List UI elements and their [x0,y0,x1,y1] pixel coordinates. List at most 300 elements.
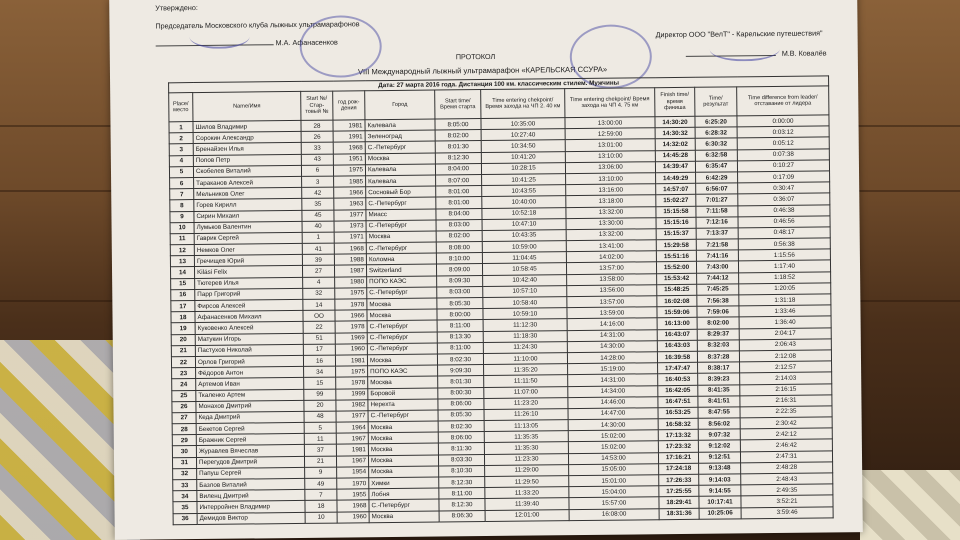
cell-result: 6:30:32 [695,138,737,150]
cell-diff: 2:30:42 [740,417,832,429]
cell-place: 20 [171,334,195,345]
cell-start: 8:12:30 [435,152,481,164]
cell-diff: 3:59:46 [741,506,833,518]
director-title: Директор ООО "ВелТ" - Карельские путешествия" [655,28,823,40]
cell-result: 6:35:47 [695,161,737,173]
cell-no: 43 [301,154,333,166]
cell-place: 21 [171,345,195,356]
cell-city: С.-Петербург [367,343,437,355]
cell-year: 1985 [334,176,366,188]
results-table [168,75,834,525]
cell-diff: 0:07:38 [737,148,829,160]
protocol-label: ПРОТОКОЛ [455,51,496,62]
cell-year: 1951 [333,153,365,165]
cell-place: 22 [171,356,195,367]
cell-result: 6:28:32 [695,127,737,139]
cell-finish: 14:30:32 [655,127,695,139]
cell-year: 1978 [335,299,367,311]
cell-name: Бекетов Сергей [196,422,304,434]
cell-cp1: 11:39:40 [485,498,569,510]
cell-no: 99 [304,389,336,401]
cell-name: Тютерев Илья [195,277,303,289]
cell-result: 10:17:41 [699,496,741,508]
cell-cp1: 11:29:00 [485,464,569,476]
cell-start: 8:05:30 [437,298,483,310]
cell-start: 8:05:00 [435,119,481,131]
cell-city: Москва [368,443,438,455]
col-header-name: Name/Имя [193,91,301,121]
cell-finish: 14:30:20 [655,116,695,128]
cell-year: 1968 [337,500,369,512]
cell-start: 8:04:00 [435,163,481,175]
cell-no: 6 [301,165,333,177]
cell-name: Бренайзен Илья [193,143,301,155]
cell-cp1: 10:47:10 [482,218,566,230]
cell-result: 7:43:00 [696,261,738,273]
cell-diff: 2:06:43 [739,339,831,351]
cell-city: С.-Петербург [367,287,437,299]
cell-place: 5 [169,166,193,177]
cell-place: 7 [170,189,194,200]
cell-diff: 2:42:12 [740,428,832,440]
cell-diff: 1:17:40 [738,260,830,272]
cell-cp1: 12:01:00 [485,509,569,521]
cell-place: 16 [171,289,195,300]
cell-city: Москва [368,376,438,388]
cell-result: 7:59:06 [697,306,739,318]
cell-name: Виленц Дмитрий [197,490,305,502]
cell-start: 8:01:00 [436,186,482,198]
cell-start: 8:02:30 [438,421,484,433]
cell-year: 1966 [335,310,367,322]
date-line: Дата: 27 марта 2016 года. Дистанция 100 км. классическим стилем. Мужчины [169,76,829,93]
cell-finish: 15:53:42 [657,273,697,285]
cell-place: 35 [173,502,197,513]
cell-place: 12 [170,245,194,256]
cell-place: 15 [171,278,195,289]
cell-city: Москва [367,298,437,310]
cell-result: 7:13:37 [696,228,738,240]
cell-result: 8:29:37 [697,328,739,340]
col-header-start-time: Start time/ Время старта [435,90,481,119]
cell-start: 8:09:00 [436,264,482,276]
cell-city: Зеленоград [365,130,435,142]
cell-diff: 0:10:27 [737,160,829,172]
cell-no: 15 [304,377,336,389]
cell-cp1: 11:23:20 [484,397,568,409]
cell-start: 8:05:30 [438,409,484,421]
col-header-birth-year: год рож-дения [333,91,365,120]
cell-place: 23 [172,368,196,379]
cell-year: 1960 [337,511,369,523]
cell-year: 1967 [336,433,368,445]
cell-cp1: 10:34:50 [481,140,565,152]
cell-year: 1966 [334,187,366,199]
cell-start: 8:00:30 [438,387,484,399]
director-name: М.В. Ковалёв [781,48,827,58]
cell-cp2: 14:31:00 [568,374,658,386]
cell-start: 8:10:30 [439,465,485,477]
chairman-title: Председатель Московского клуба лыжных ультрамарафонов [155,19,360,31]
cell-name: Перегудов Дмитрий [196,456,304,468]
cell-start: 8:01:30 [435,141,481,153]
cell-finish: 16:43:07 [657,329,697,341]
cell-cp1: 11:13:05 [484,420,568,432]
cell-result: 7:45:25 [697,284,739,296]
cell-finish: 17:47:47 [658,362,698,374]
col-header-result: Time/ результат [695,87,737,116]
cell-city: С.-Петербург [366,197,436,209]
cell-cp2: 13:41:00 [566,240,656,252]
cell-city: С.-Петербург [365,141,435,153]
cell-city: Москва [366,231,436,243]
cell-start: 8:11:00 [439,488,485,500]
cell-start: 8:01:00 [436,197,482,209]
cell-start: 8:11:30 [438,443,484,455]
cell-diff: 0:00:00 [737,115,829,127]
cell-diff: 2:04:17 [739,327,831,339]
cell-diff: 2:48:28 [741,462,833,474]
cell-no: 20 [304,400,336,412]
cell-year: 1973 [334,220,366,232]
cell-no: 22 [303,321,335,333]
cell-result: 7:56:38 [697,295,739,307]
cell-finish: 14:57:07 [656,183,696,195]
cell-cp2: 14:31:00 [567,329,657,341]
cell-place: 36 [173,513,197,524]
cell-city: Москва [368,455,438,467]
cell-start: 8:10:00 [436,253,482,265]
cell-year: 1954 [337,467,369,479]
cell-diff: 2:12:57 [740,361,832,373]
cell-cp2: 15:02:00 [568,441,658,453]
cell-start: 8:03:30 [438,454,484,466]
cell-finish: 14:39:47 [655,161,695,173]
cell-cp2: 13:30:00 [566,217,656,229]
cell-diff: 0:30:47 [738,182,830,194]
cell-start: 8:12:30 [439,477,485,489]
cell-place: 11 [170,233,194,244]
cell-city: Химки [369,477,439,489]
cell-result: 7:21:58 [696,239,738,251]
cell-city: ПОПО КАЭС [367,276,437,288]
cell-result: 7:11:58 [696,205,738,217]
cell-cp1: 11:07:00 [484,386,568,398]
cell-cp2: 15:05:00 [569,464,659,476]
cell-place: 2 [169,133,193,144]
cell-result: 8:47:55 [698,407,740,419]
cell-city: Сосновый Бор [366,186,436,198]
cell-cp1: 10:41:20 [481,151,565,163]
cell-start: 8:06:00 [438,398,484,410]
cell-finish: 17:25:55 [659,485,699,497]
protocol-document [109,0,863,540]
cell-cp1: 11:29:50 [485,476,569,488]
cell-start: 8:00:00 [437,309,483,321]
cell-cp2: 13:00:00 [565,117,655,129]
cell-result: 9:12:51 [698,451,740,463]
cell-diff: 0:17:09 [738,171,830,183]
cell-diff: 0:46:38 [738,204,830,216]
cell-start: 8:13:30 [437,331,483,343]
cell-cp2: 13:16:00 [566,184,656,196]
cell-finish: 15:15:37 [656,228,696,240]
cell-no: 42 [302,187,334,199]
cell-year: 1991 [333,131,365,143]
cell-place: 6 [170,177,194,188]
cell-cp2: 14:46:00 [568,396,658,408]
cell-name: Шилов Владимир [193,120,301,132]
cell-diff: 0:36:07 [738,193,830,205]
cell-year: 1981 [335,355,367,367]
cell-result: 9:14:03 [699,474,741,486]
cell-result: 9:14:55 [699,485,741,497]
cell-no: 5 [304,422,336,434]
cell-diff: 1:15:56 [738,249,830,261]
cell-name: Журавлев Вячеслав [196,445,304,457]
cell-name: Фирсов Алексей [195,299,303,311]
cell-place: 9 [170,211,194,222]
cell-city: ПОПО КАЭС [368,365,438,377]
cell-name: Орлов Григорий [195,355,303,367]
cell-city: Switzerland [366,264,436,276]
cell-start: 8:03:00 [437,286,483,298]
cell-cp2: 13:10:00 [566,173,656,185]
cell-result: 7:44:12 [697,272,739,284]
cell-place: 3 [169,144,193,155]
cell-name: Бражник Сергей [196,434,304,446]
cell-diff: 1:33:46 [739,305,831,317]
cell-city: С.-Петербург [369,499,439,511]
cell-cp2: 14:28:00 [567,352,657,364]
cell-year: 1978 [335,321,367,333]
cell-name: Попов Петр [193,154,301,166]
cell-no: 14 [303,299,335,311]
cell-city: Лобня [369,488,439,500]
cell-name: Куковенко Алексей [195,322,303,334]
cell-year: 1968 [334,243,366,255]
cell-no: 32 [303,288,335,300]
cell-finish: 16:53:25 [658,407,698,419]
cell-result: 8:38:17 [698,362,740,374]
cell-diff: 0:48:17 [738,227,830,239]
cell-start: 8:11:00 [437,342,483,354]
cell-finish: 16:40:53 [658,374,698,386]
cell-no: 37 [304,445,336,457]
cell-name: Базлов Виталий [197,478,305,490]
cell-result: 8:56:02 [698,418,740,430]
cell-finish: 16:43:03 [657,340,697,352]
cell-cp1: 10:59:00 [482,241,566,253]
cell-result: 7:41:16 [696,250,738,262]
cell-finish: 16:02:08 [657,295,697,307]
cell-diff: 0:05:12 [737,137,829,149]
cell-cp2: 16:08:00 [569,508,659,520]
cell-year: 1981 [336,444,368,456]
cell-result: 7:12:16 [696,217,738,229]
cell-diff: 2:46:42 [740,439,832,451]
cell-diff: 2:16:15 [740,383,832,395]
cell-name: Демидов Виктор [197,512,305,524]
cell-name: Тараканов Алексей [194,176,302,188]
cell-cp2: 12:59:00 [565,128,655,140]
cell-start: 8:04:00 [436,208,482,220]
cell-no: 26 [301,131,333,143]
cell-place: 14 [170,267,194,278]
cell-year: 1977 [334,209,366,221]
cell-cp2: 15:02:00 [568,430,658,442]
cell-cp2: 13:01:00 [565,139,655,151]
cell-cp2: 15:04:00 [569,486,659,498]
cell-start: 8:06:30 [439,510,485,522]
cell-city: Калевала [366,175,436,187]
cell-place: 31 [172,457,196,468]
col-header-diff: Time difference from leader/ отставание от лидера [737,86,829,116]
cell-finish: 16:39:58 [657,351,697,363]
col-header-cp2: Time entering chekpoint/ Время захода на ЧП 4. 75 км [565,88,655,118]
cell-name: Фёдоров Антон [196,367,304,379]
cell-diff: 2:16:31 [740,395,832,407]
cell-cp2: 13:57:00 [567,296,657,308]
cell-name: Горев Кирилл [194,199,302,211]
cell-result: 8:37:28 [697,351,739,363]
cell-start: 8:09:30 [437,275,483,287]
cell-year: 1975 [336,366,368,378]
cell-start: 8:12:30 [439,499,485,511]
cell-city: Нерехта [368,399,438,411]
cell-year: 1960 [335,343,367,355]
cell-start: 8:08:00 [436,242,482,254]
cell-start: 8:02:00 [435,130,481,142]
cell-cp1: 10:35:00 [481,118,565,130]
cell-diff: 2:47:31 [740,451,832,463]
cell-place: 30 [172,446,196,457]
cell-no: 49 [305,478,337,490]
cell-place: 4 [169,155,193,166]
cell-name: Лумьков Валентин [194,221,302,233]
cell-no: 18 [305,500,337,512]
cell-city: Калевала [365,164,435,176]
cell-name: Гречищев Юрий [194,255,302,267]
cell-city: Москва [365,153,435,165]
cell-result: 6:56:07 [696,183,738,195]
cell-year: 1975 [333,165,365,177]
cell-diff: 3:52:21 [741,495,833,507]
cell-city: С.-Петербург [366,242,436,254]
cell-cp2: 13:32:00 [566,229,656,241]
cell-cp2: 15:01:00 [569,475,659,487]
cell-year: 1978 [336,377,368,389]
cell-cp1: 10:40:00 [482,196,566,208]
cell-finish: 18:29:41 [659,497,699,509]
cell-finish: 17:24:18 [659,463,699,475]
cell-finish: 17:26:33 [659,474,699,486]
cell-no: 27 [302,266,334,278]
cell-place: 32 [173,468,197,479]
cell-diff: 1:18:52 [739,272,831,284]
cell-year: 1964 [336,422,368,434]
cell-finish: 15:59:06 [657,306,697,318]
cell-cp1: 11:10:00 [483,353,567,365]
cell-city: Москва [368,421,438,433]
col-header-start-no: Start №/ Стар-товый № [301,91,333,120]
cell-start: 9:09:30 [438,365,484,377]
cell-city: С.-Петербург [368,410,438,422]
cell-name: Kilási Felix [194,266,302,278]
cell-result: 9:13:48 [699,463,741,475]
cell-result: 8:41:35 [698,384,740,396]
cell-cp2: 13:10:00 [565,150,655,162]
cell-no: 33 [301,142,333,154]
cell-cp2: 15:19:00 [568,363,658,375]
cell-city: С.-Петербург [367,332,437,344]
cell-place: 27 [172,412,196,423]
cell-cp1: 10:43:55 [482,185,566,197]
cell-year: 1970 [337,478,369,490]
cell-diff: 0:03:12 [737,126,829,138]
cell-place: 24 [172,379,196,390]
cell-year: 1968 [333,142,365,154]
cell-diff: 1:36:40 [739,316,831,328]
cell-year: 1980 [335,276,367,288]
cell-city: С.-Петербург [366,220,436,232]
cell-no: 28 [301,120,333,132]
cell-name: Ткаленко Артем [196,389,304,401]
cell-diff: 2:48:43 [741,473,833,485]
cell-result: 9:07:32 [698,429,740,441]
cell-cp1: 10:27:40 [481,129,565,141]
cell-year: 1967 [336,455,368,467]
cell-cp2: 13:56:00 [567,285,657,297]
cell-cp1: 11:35:30 [484,442,568,454]
cell-name: Немков Олег [194,243,302,255]
cell-finish: 15:29:58 [656,239,696,251]
cell-city: С.-Петербург [367,320,437,332]
col-header-place: Place/ место [169,93,193,122]
cell-cp1: 11:11:50 [484,375,568,387]
cell-cp1: 10:41:25 [482,174,566,186]
cell-name: Папуш Сергей [197,467,305,479]
cell-cp2: 14:30:00 [567,340,657,352]
cell-cp2: 13:59:00 [567,307,657,319]
cell-name: Артемов Иван [196,378,304,390]
cell-cp2: 13:32:00 [566,206,656,218]
cell-year: 1969 [335,332,367,344]
cell-year: 1981 [333,120,365,132]
cell-cp1: 11:23:30 [484,453,568,465]
col-header-finish: Finish time/ время финиша [655,87,695,116]
cell-name: Сорокин Александр [193,132,301,144]
cell-start: 8:02:00 [436,230,482,242]
cell-place: 10 [170,222,194,233]
cell-city: Москва [368,432,438,444]
cell-no: 7 [305,489,337,501]
cell-diff: 2:22:35 [740,406,832,418]
cell-no: 34 [304,366,336,378]
approved-label: Утверждено: [155,3,198,13]
cell-result: 7:01:27 [696,194,738,206]
cell-finish: 14:45:28 [655,150,695,162]
cell-start: 8:02:30 [437,353,483,365]
cell-name: Афанасенков Михаил [195,311,303,323]
cell-place: 8 [170,200,194,211]
cell-diff: 2:12:08 [739,350,831,362]
cell-cp2: 14:53:00 [568,452,658,464]
cell-place: 28 [172,424,196,435]
cell-start: 8:03:00 [436,219,482,231]
cell-name: Пастухов Николай [195,344,303,356]
cell-finish: 14:49:29 [656,172,696,184]
